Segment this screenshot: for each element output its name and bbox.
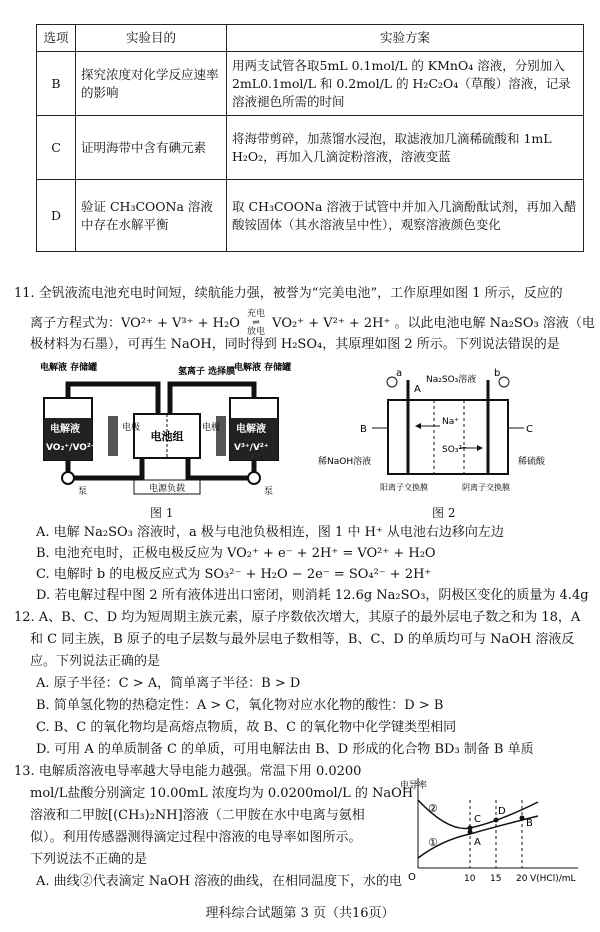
left-liquid-label: 电解液	[50, 424, 80, 435]
point-C-label: C	[474, 814, 481, 825]
q11-line3: 极材料为石墨），可再生 NaOH，同时得到 H₂SO₄，其原理如图 2 所示。下列说法错误的是	[30, 337, 560, 352]
point-D-label: D	[498, 806, 506, 817]
right-tank-label	[234, 361, 291, 373]
tick-15: 15	[490, 874, 502, 884]
left-pump	[62, 472, 74, 484]
label-b: b	[494, 368, 501, 379]
left-electrode	[108, 416, 118, 456]
q11-equation-left: 离子方程式为：VO²⁺ + V³⁺ + H₂O	[30, 316, 240, 331]
y-axis-label: 电导率	[400, 781, 428, 791]
point-A-label: A	[474, 837, 481, 848]
right-tank-label-text: 电解液 存储罐	[234, 363, 292, 373]
right-pump-label: 泵	[264, 487, 274, 497]
q11-option-c: C. 电解时 b 的电极反应式为 SO₃²⁻ + H₂O − 2e⁻ = SO₄²⁻ + 2H⁺	[36, 567, 432, 582]
q12-option-c: C. B、C 的氧化物均是高熔点物质，故 B、C 的氧化物中化学键类型相同	[36, 720, 457, 735]
electrolysis-cell	[388, 400, 508, 474]
left-ions-label: VO₂⁺/VO²⁺	[46, 443, 96, 453]
q11-option-b: B. 电池充电时，正极电极反应为 VO₂⁺ + e⁻ + 2H⁺ = VO²⁺ + H₂O	[36, 546, 436, 561]
point-B-label: B	[526, 818, 533, 829]
row-goal: 验证 CH₃COONa 溶液中存在水解平衡	[76, 180, 227, 252]
right-liquid-label: 电解液	[236, 424, 266, 435]
figure-2-caption: 图 2	[432, 506, 456, 520]
point-C	[468, 826, 473, 831]
curve-2-label: ②	[428, 802, 438, 815]
table-row	[37, 116, 584, 180]
q11-option-d: D. 若电解过程中图 2 所有液体进出口密闭，则消耗 12.6g Na₂SO₃，阴极区变化的质量为 4.4g	[36, 588, 589, 603]
table-row	[37, 180, 584, 252]
q13-line3: 溶液和二甲胺[(CH₃)₂NH]溶液（二甲胺在水中电离与氨相	[30, 808, 365, 823]
label-A: A	[414, 384, 421, 395]
right-ions-label: V³⁺/V²⁺	[234, 443, 269, 453]
left-tank-label-text: 电解液 存储罐	[40, 363, 98, 373]
terminal-b-icon	[499, 377, 509, 387]
equilibrium-arrow: 充电 ⇌ 放电	[247, 309, 266, 337]
na-ion-label: Na⁺	[442, 417, 459, 427]
q11-line2	[30, 310, 595, 337]
row-plan: 取 CH₃COONa 溶液于试管中并加入几滴酚酞试剂，再加入醋酸铵固体（其水溶液呈中性），观察溶液颜色变化	[227, 180, 584, 252]
figure-2-electrolysis	[318, 360, 578, 500]
row-goal: 证明海带中含有碘元素	[76, 116, 227, 180]
q11-equation-right: VO₂⁺ + V²⁺ + 2H⁺ 。以此电池电解 Na₂SO₃ 溶液（电	[272, 316, 595, 331]
q12-option-b: B. 简单氢化物的热稳定性：A > C，氧化物对应水化物的酸性：D > B	[36, 698, 444, 713]
x-axis-label: V(HCl)/mL	[530, 874, 576, 884]
figure-1-flow-battery	[38, 360, 298, 500]
page-footer: 理科综合试题第 3 页（共16页）	[205, 906, 395, 921]
origin-label: O	[408, 872, 416, 883]
row-option: C	[37, 116, 76, 180]
tick-10: 10	[464, 874, 476, 884]
q12-line3: 应。下列说法正确的是	[30, 654, 161, 669]
naoh-inlet-label: 稀NaOH溶液	[318, 457, 372, 467]
header-option: 选项	[37, 25, 76, 52]
q13-line4: 似）。利用传感器测得滴定过程中溶液的电导率如图所示。	[30, 830, 362, 845]
row-option: D	[37, 180, 76, 252]
membrane-label	[178, 365, 235, 377]
row-plan: 用两支试管各取5mL 0.1mol/L 的 KMnO₄ 溶液，分别加入2mL0.1mol/L 和 0.2mol/L 的 H₂C₂O₄（草酸）溶液，记录溶液褪色所需的时间	[227, 52, 584, 116]
q13-option-a: A. 曲线②代表滴定 NaOH 溶液的曲线，在相同温度下，水的电	[36, 874, 403, 889]
row-plan: 将海带剪碎，加蒸馏水浸泡，取滤液加几滴稀硫酸和 1mL H₂O₂，再加入几滴淀粉溶液，溶液变蓝	[227, 116, 584, 180]
q11-line1: 11. 全钒液流电池充电时间短，续航能力强，被誉为“完美电池”，工作原理如图 1 所示，反应的	[14, 286, 563, 301]
left-pump-label: 泵	[78, 487, 88, 497]
curve-1-label: ①	[428, 836, 438, 849]
h2so4-inlet-label: 稀硫酸	[518, 457, 546, 467]
table-header-row	[37, 25, 584, 52]
charge-label: 充电	[247, 309, 266, 319]
point-D	[494, 818, 499, 823]
cation-membrane-label: 阳离子交换膜	[380, 483, 428, 492]
label-C: C	[526, 424, 533, 435]
so3-ion-label: SO₃²⁻	[442, 445, 467, 455]
load-label: 电源负载	[148, 484, 186, 494]
header-plan: 实验方案	[227, 25, 584, 52]
q12-line2: 和 C 同主族，B 原子的电子层数与最外层电子数相等，B、C、D 的单质均可与 NaOH 溶液反	[30, 632, 575, 647]
experiment-table	[36, 24, 584, 252]
q13-line2: mol/L盐酸分别滴定 10.00mL 浓度均为 0.0200mol/L 的 NaOH	[30, 786, 414, 801]
conductivity-graph	[398, 770, 588, 892]
row-option: B	[37, 52, 76, 116]
left-tank-label	[40, 361, 97, 373]
row-goal: 探究浓度对化学反应速率的影响	[76, 52, 227, 116]
discharge-label: 放电	[247, 327, 266, 337]
table-row	[37, 52, 584, 116]
header-goal: 实验目的	[76, 25, 227, 52]
figure-1-caption: 图 1	[150, 506, 174, 520]
label-B: B	[360, 424, 367, 435]
q13-line5: 下列说法不正确的是	[30, 852, 148, 867]
na2so3-label: Na₂SO₃溶液	[426, 375, 477, 385]
q11-option-a: A. 电解 Na₂SO₃ 溶液时，a 极与电池负极相连，图 1 中 H⁺ 从电池右边移向左边	[36, 525, 504, 540]
point-B	[520, 816, 525, 821]
label-a: a	[396, 368, 403, 379]
membrane-label-text: 氢离子 选择膜	[178, 367, 236, 377]
anion-membrane-label: 阴离子交换膜	[462, 483, 510, 492]
cell-stack-label: 电池组	[150, 430, 184, 443]
right-electrode	[216, 416, 226, 456]
electrode-label-right: 电极	[202, 423, 221, 433]
tick-20: 20	[516, 874, 528, 884]
q12-option-d: D. 可用 A 的单质制备 C 的单质，可用电解法由 B、D 形成的化合物 BD₃ 制备 B 单质	[36, 742, 534, 757]
electrode-label-left: 电极	[122, 423, 141, 433]
right-pump	[248, 472, 260, 484]
q13-line1: 13. 电解质溶液电导率越大导电能力越强。常温下用 0.0200	[14, 764, 362, 779]
q12-line1: 12. A、B、C、D 均为短周期主族元素，原子序数依次增大，其原子的最外层电子数之和为 18，A	[14, 610, 581, 625]
q12-option-a: A. 原子半径：C > A，简单离子半径：B > D	[36, 676, 301, 691]
